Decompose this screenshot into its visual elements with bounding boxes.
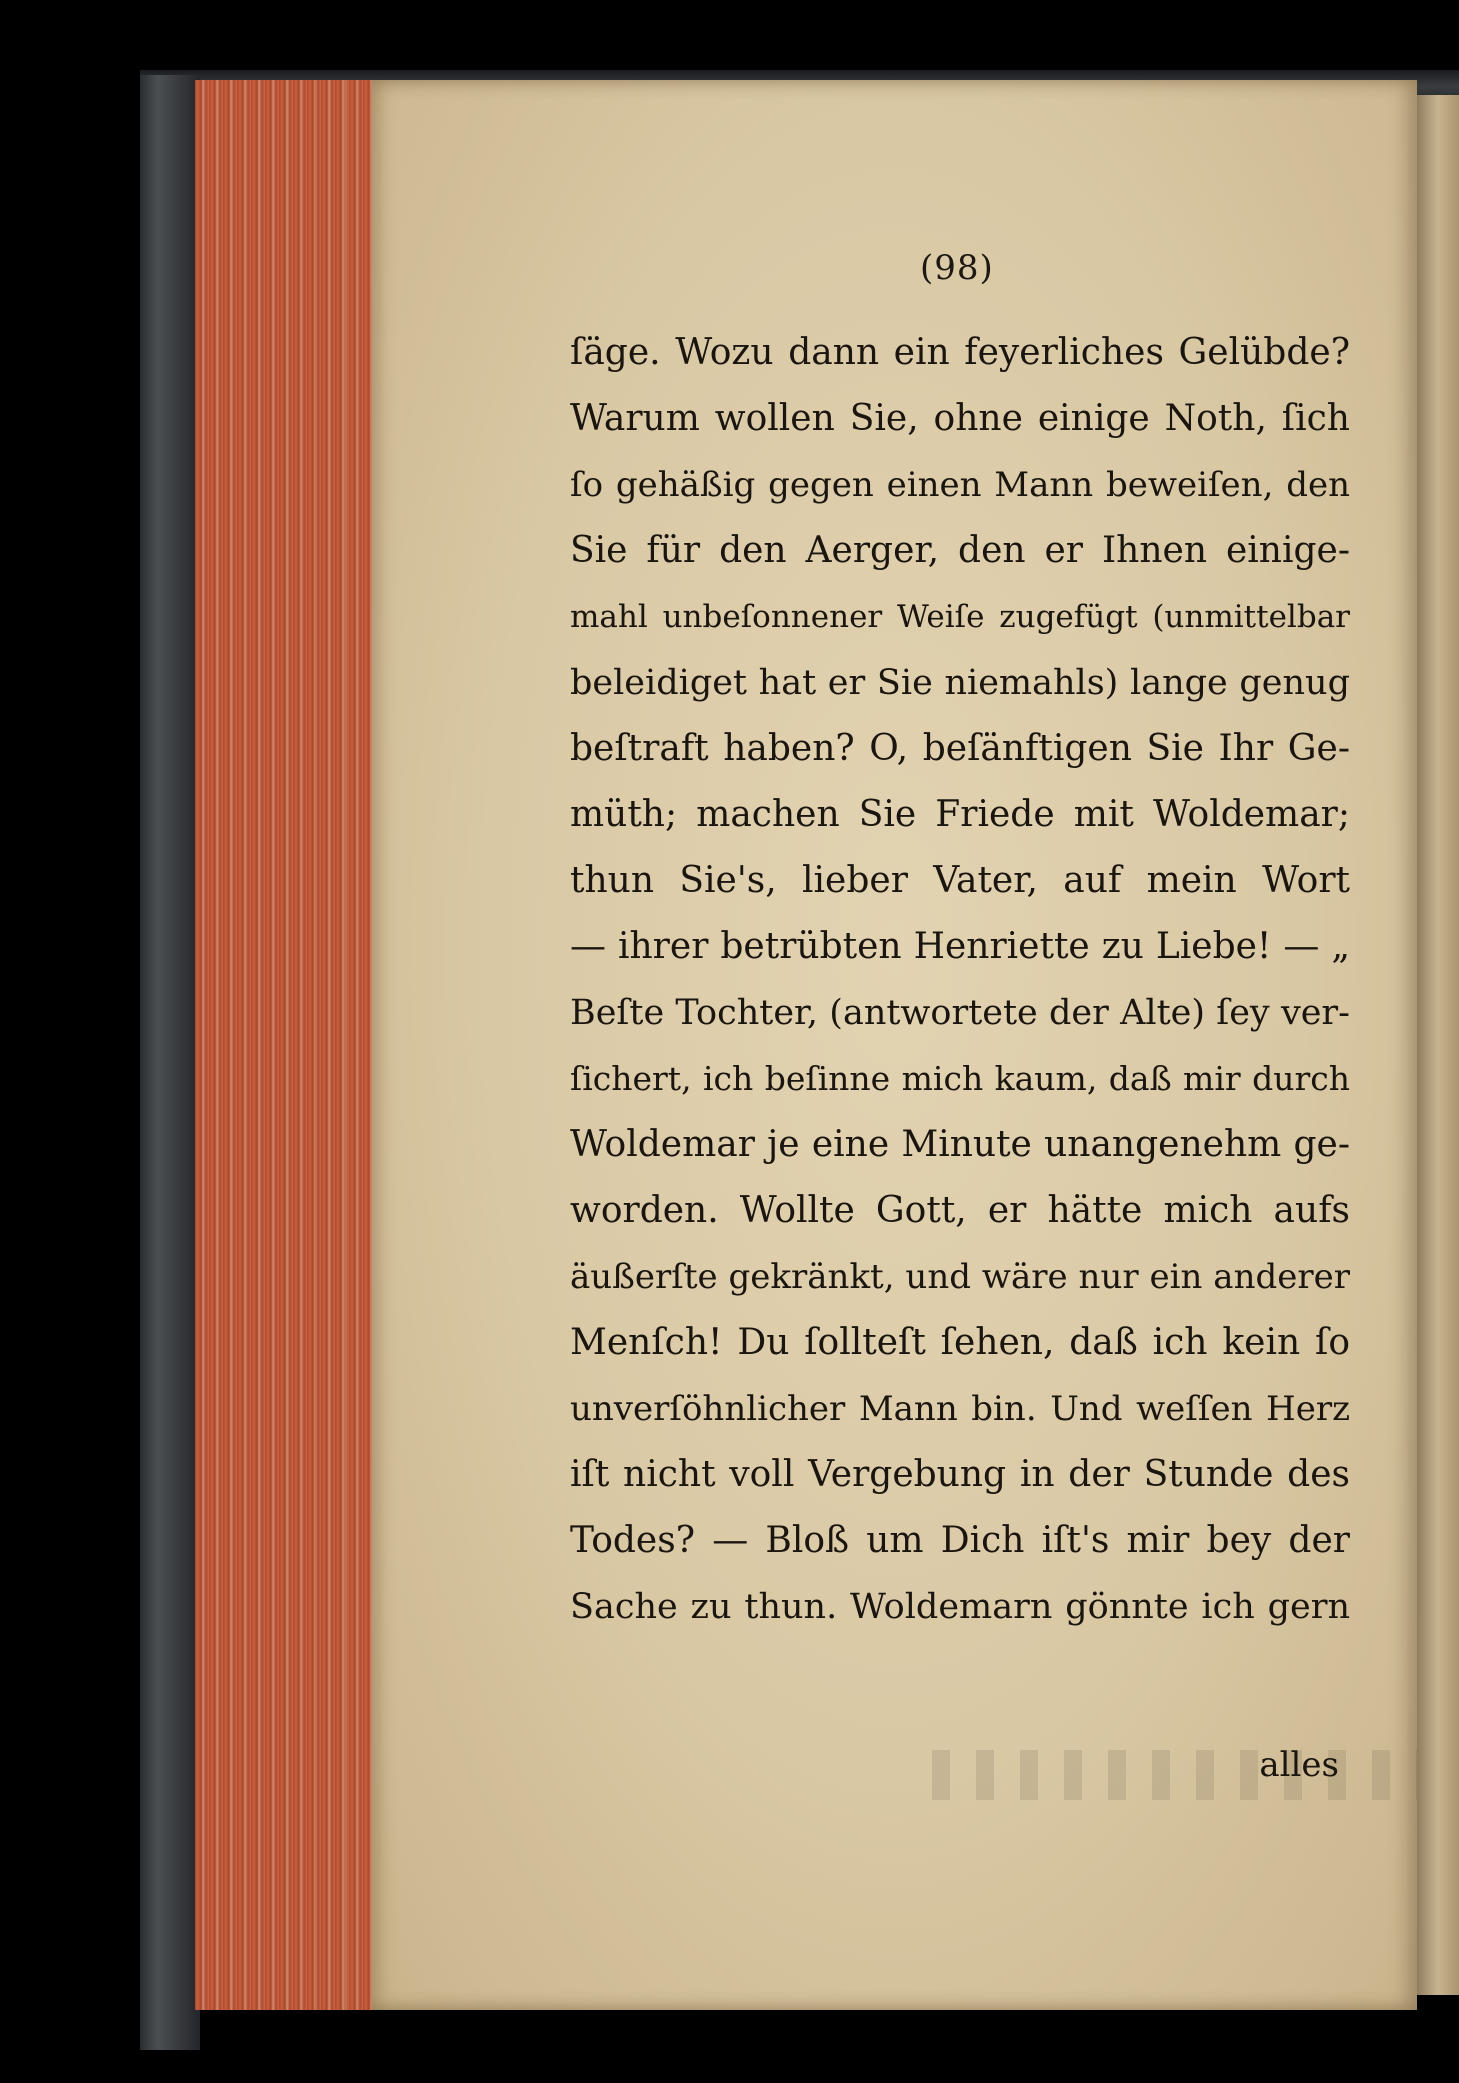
text-line: müth; machen Sie Friede mit Woldemar; <box>570 794 1350 835</box>
page-edges <box>195 80 375 2010</box>
catchword: alles <box>1259 1745 1339 1785</box>
page-edge-line <box>345 80 347 2010</box>
text-line: worden. Wollte Gott, er hätte mich aufs <box>570 1190 1350 1231</box>
text-line: Beſte Tochter, (antwortete der Alte) ſey ver- <box>570 993 1350 1033</box>
text-line: beſtraft haben? O, beſänftigen Sie Ihr Ge- <box>570 728 1350 769</box>
facing-page-edge <box>1417 95 1459 1995</box>
text-line: ſichert, ich beſinne mich kaum, daß mir durch <box>570 1059 1350 1098</box>
text-line: Todes? — Bloß um Dich iſt's mir bey der <box>570 1520 1350 1561</box>
text-line: Woldemar je eine Minute unangenehm ge- <box>570 1124 1350 1165</box>
body-text <box>570 320 1350 1640</box>
text-line: äußerſte gekränkt, und wäre nur ein anderer <box>570 1257 1350 1297</box>
text-line: iſt nicht voll Vergebung in der Stunde des <box>570 1454 1350 1495</box>
text-line: ſo gehäßig gegen einen Mann beweiſen, den <box>570 465 1350 505</box>
page-edge-line <box>315 80 317 2010</box>
text-line: Menſch! Du ſollteſt ſehen, daß ich kein ſo <box>570 1322 1350 1363</box>
text-line: Sache zu thun. Woldemarn gönnte ich gern <box>570 1587 1350 1627</box>
ink-bleed-through <box>932 1750 1459 1800</box>
text-line: Sie für den Aerger, den er Ihnen einige- <box>570 530 1350 571</box>
book-spine <box>140 75 200 2050</box>
text-line: beleidiget hat er Sie niemahls) lange genug <box>570 663 1350 703</box>
text-line: ſäge. Wozu dann ein feyerliches Gelübde? <box>570 332 1350 373</box>
text-line: unverſöhnlicher Mann bin. Und weſſen Herz <box>570 1389 1350 1429</box>
text-line: Warum wollen Sie, ohne einige Noth, ſich <box>570 398 1350 439</box>
text-line: — ihrer betrübten Henriette zu Liebe! — „ <box>570 926 1350 967</box>
text-line: thun Sie's, lieber Vater, auf mein Wort <box>570 860 1350 901</box>
text-line: mahl unbeſonnener Weiſe zugefügt (unmittelbar <box>570 599 1350 635</box>
page-number: (98) <box>920 248 994 288</box>
